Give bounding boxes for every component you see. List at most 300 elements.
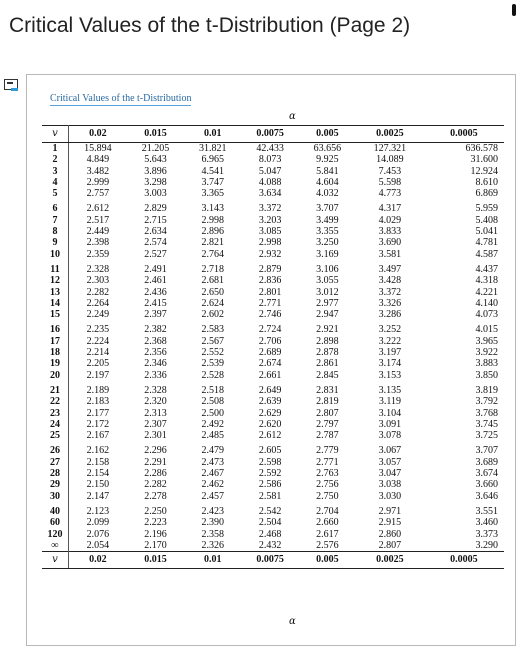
scroll-indicator[interactable]: [512, 4, 516, 16]
table-row: [42, 517, 504, 528]
value-cell: 2.223: [144, 517, 167, 529]
value-cell: 3.197: [378, 347, 402, 359]
value-cell: 3.174: [378, 358, 402, 370]
value-cell: 3.290: [475, 539, 498, 551]
value-cell: 2.197: [86, 369, 110, 381]
value-cell: 3.355: [316, 226, 339, 238]
value-cell: 2.860: [378, 528, 402, 540]
value-cell: 3.690: [378, 237, 402, 249]
value-cell: 2.999: [86, 176, 110, 188]
df-cell: 12: [42, 275, 69, 286]
value-cell: 3.078: [378, 430, 402, 442]
value-cell: 4.773: [378, 188, 402, 200]
value-cell: 2.235: [86, 324, 110, 336]
value-cell: 8.610: [475, 176, 498, 188]
table-row: [42, 491, 504, 502]
value-cell: 2.620: [258, 418, 282, 430]
value-cell: 3.660: [475, 479, 498, 491]
value-cell: 3.286: [378, 309, 402, 321]
df-header: v: [42, 126, 69, 143]
value-cell: 2.313: [144, 407, 167, 419]
df-cell: 22: [42, 396, 69, 407]
value-cell: 2.771: [258, 297, 282, 309]
value-cell: 42.433: [256, 143, 284, 154]
value-cell: 4.849: [86, 154, 110, 166]
value-cell: 3.551: [475, 505, 498, 517]
value-cell: 2.746: [258, 309, 282, 321]
value-cell: 2.660: [316, 517, 339, 529]
value-cell: 2.368: [144, 335, 167, 347]
value-cell: 3.203: [258, 214, 282, 226]
value-cell: 2.998: [201, 214, 225, 226]
value-cell: 2.172: [86, 418, 110, 430]
value-cell: 2.359: [86, 248, 110, 260]
value-cell: 3.707: [316, 203, 339, 215]
value-cell: 127.321: [373, 143, 407, 154]
value-cell: 2.807: [316, 407, 339, 419]
value-cell: 4.587: [475, 248, 498, 260]
value-cell: 2.282: [144, 479, 167, 491]
value-cell: 2.878: [316, 347, 339, 359]
df-cell: 10: [42, 249, 69, 260]
alpha-header: 0.0075: [241, 126, 298, 143]
value-cell: 3.792: [475, 396, 498, 408]
value-cell: 4.541: [201, 165, 225, 177]
value-cell: 4.029: [378, 214, 402, 226]
value-cell: 2.947: [316, 309, 339, 321]
value-cell: 3.326: [378, 297, 402, 309]
value-cell: 3.091: [378, 418, 402, 430]
value-cell: 2.264: [86, 297, 110, 309]
value-cell: 5.643: [144, 154, 167, 166]
table-row: [42, 249, 504, 260]
value-cell: 2.971: [378, 505, 402, 517]
value-cell: 3.482: [86, 165, 110, 177]
value-cell: 2.634: [144, 226, 167, 238]
value-cell: 2.724: [258, 324, 282, 336]
value-cell: 2.750: [316, 490, 339, 502]
value-cell: 2.286: [144, 468, 167, 480]
value-cell: 2.468: [258, 528, 282, 540]
image-icon[interactable]: [4, 79, 18, 91]
value-cell: 2.797: [316, 418, 339, 430]
value-cell: 2.397: [144, 309, 167, 321]
table-row: [42, 226, 504, 237]
value-cell: 2.473: [201, 456, 225, 468]
value-cell: 2.328: [144, 384, 167, 396]
value-cell: 2.346: [144, 358, 167, 370]
value-cell: 2.586: [258, 479, 282, 491]
value-cell: 2.177: [86, 407, 110, 419]
value-cell: 2.715: [144, 214, 167, 226]
value-cell: 2.189: [86, 384, 110, 396]
value-cell: 2.170: [144, 539, 167, 551]
df-cell: 13: [42, 287, 69, 298]
alpha-footer: 0.005: [299, 552, 356, 569]
value-cell: 2.356: [144, 347, 167, 359]
value-cell: 2.756: [316, 479, 339, 491]
value-cell: 2.449: [86, 226, 110, 238]
df-cell: 17: [42, 336, 69, 347]
value-cell: 2.508: [201, 396, 225, 408]
df-cell: 4: [42, 177, 69, 188]
value-cell: 3.106: [316, 263, 339, 275]
df-cell: 28: [42, 468, 69, 479]
value-cell: 2.462: [201, 479, 225, 491]
value-cell: 2.328: [86, 263, 110, 275]
value-cell: 8.073: [258, 154, 282, 166]
value-cell: 2.718: [201, 263, 225, 275]
value-cell: 2.998: [258, 237, 282, 249]
value-cell: 5.598: [378, 176, 402, 188]
alpha-label-bottom: α: [289, 616, 296, 627]
table-row: [42, 381, 504, 396]
value-cell: 2.296: [144, 445, 167, 457]
value-cell: 2.829: [144, 203, 167, 215]
df-cell: 2: [42, 154, 69, 165]
value-cell: 2.763: [316, 468, 339, 480]
value-cell: 2.605: [258, 445, 282, 457]
value-cell: 2.390: [201, 517, 225, 529]
value-cell: 2.076: [86, 528, 110, 540]
value-cell: 2.479: [201, 445, 225, 457]
table-row: [42, 320, 504, 335]
df-cell: 7: [42, 215, 69, 226]
value-cell: 2.567: [201, 335, 225, 347]
table-row: [42, 287, 504, 298]
value-cell: 31.821: [199, 143, 227, 154]
value-cell: 3.038: [378, 479, 402, 491]
table-caption: Critical Values of the t-Distribution: [50, 93, 192, 104]
value-cell: 2.861: [316, 358, 339, 370]
table-figure: [26, 74, 516, 646]
table-row: [42, 347, 504, 358]
value-cell: 3.047: [378, 468, 402, 480]
table-row: [42, 298, 504, 309]
value-cell: 2.382: [144, 324, 167, 336]
value-cell: 2.650: [201, 286, 225, 298]
value-cell: 3.153: [378, 369, 402, 381]
value-cell: 2.320: [144, 396, 167, 408]
value-cell: 4.604: [316, 176, 339, 188]
value-cell: 2.249: [86, 309, 110, 321]
table-row: [42, 441, 504, 456]
alpha-footer: 0.015: [127, 552, 184, 569]
value-cell: 2.576: [316, 539, 339, 551]
df-cell: 6: [42, 199, 69, 214]
value-cell: 5.408: [475, 214, 498, 226]
table-row: [42, 502, 504, 517]
value-cell: 2.415: [144, 297, 167, 309]
value-cell: 2.123: [86, 505, 110, 517]
value-cell: 2.099: [86, 517, 110, 529]
table-row: [42, 143, 504, 155]
value-cell: 2.583: [201, 324, 225, 336]
value-cell: 2.977: [316, 297, 339, 309]
value-cell: 3.674: [475, 468, 498, 480]
df-cell: 9: [42, 237, 69, 248]
alpha-footer: 0.0075: [241, 552, 298, 569]
value-cell: 3.085: [258, 226, 282, 238]
value-cell: 4.073: [475, 309, 498, 321]
value-cell: 12.924: [470, 165, 498, 177]
value-cell: 9.925: [316, 154, 339, 166]
table-row: [42, 419, 504, 430]
value-cell: 2.649: [258, 384, 282, 396]
df-cell: 120: [42, 529, 69, 540]
value-cell: 2.303: [86, 275, 110, 287]
value-cell: 2.205: [86, 358, 110, 370]
value-cell: 2.539: [201, 358, 225, 370]
value-cell: 2.485: [201, 430, 225, 442]
value-cell: 2.518: [201, 384, 225, 396]
value-cell: 2.398: [86, 237, 110, 249]
alpha-header: 0.005: [299, 126, 356, 143]
value-cell: 63.656: [313, 143, 342, 154]
page-title: Critical Values of the t-Distribution (Page 2): [9, 14, 411, 37]
value-cell: 3.922: [475, 347, 498, 359]
value-cell: 2.054: [86, 539, 110, 551]
df-cell: 14: [42, 298, 69, 309]
value-cell: 2.821: [201, 237, 225, 249]
table-row: [42, 457, 504, 468]
table-row: [42, 166, 504, 177]
value-cell: 2.158: [86, 456, 110, 468]
alpha-footer: 0.01: [184, 552, 241, 569]
df-cell: 15: [42, 309, 69, 320]
df-cell: 29: [42, 479, 69, 490]
value-cell: 2.162: [86, 445, 110, 457]
value-cell: 2.517: [86, 214, 110, 226]
value-cell: 3.747: [201, 176, 225, 188]
value-cell: 2.504: [258, 517, 282, 529]
value-cell: 3.965: [475, 335, 498, 347]
value-cell: 3.298: [144, 176, 167, 188]
df-cell: 16: [42, 320, 69, 335]
df-cell: 21: [42, 381, 69, 396]
value-cell: 2.423: [201, 505, 225, 517]
table-row: [42, 370, 504, 381]
header-row: [42, 126, 504, 143]
value-cell: 2.278: [144, 490, 167, 502]
value-cell: 2.307: [144, 418, 167, 430]
value-cell: 2.500: [201, 407, 225, 419]
value-cell: 4.088: [258, 176, 282, 188]
value-cell: 3.119: [378, 396, 401, 408]
value-cell: 2.592: [258, 468, 282, 480]
value-cell: 2.527: [144, 248, 167, 260]
value-cell: 2.154: [86, 468, 110, 480]
value-cell: 3.222: [378, 335, 402, 347]
value-cell: 3.135: [378, 384, 402, 396]
value-cell: 3.250: [316, 237, 339, 249]
value-cell: 2.436: [144, 286, 167, 298]
table-row: [42, 358, 504, 369]
value-cell: 2.764: [201, 248, 225, 260]
value-cell: 3.055: [316, 275, 339, 287]
table-row: [42, 396, 504, 407]
value-cell: 3.057: [378, 456, 402, 468]
alpha-header: 0.0025: [356, 126, 424, 143]
value-cell: 4.437: [475, 263, 498, 275]
value-cell: 2.706: [258, 335, 282, 347]
alpha-footer: 0.0025: [356, 552, 424, 569]
value-cell: 2.787: [316, 430, 339, 442]
df-cell: 26: [42, 441, 69, 456]
value-cell: 3.497: [378, 263, 402, 275]
alpha-header: 0.01: [184, 126, 241, 143]
value-cell: 2.898: [316, 335, 339, 347]
value-cell: 2.301: [144, 430, 167, 442]
df-cell: 8: [42, 226, 69, 237]
df-cell: 11: [42, 260, 69, 275]
value-cell: 3.833: [378, 226, 402, 238]
value-cell: 2.492: [201, 418, 225, 430]
value-cell: 2.581: [258, 490, 282, 502]
alpha-label-top: α: [289, 111, 296, 122]
value-cell: 2.915: [378, 517, 402, 529]
value-cell: 3.169: [316, 248, 339, 260]
table-row: [42, 309, 504, 320]
value-cell: 2.831: [316, 384, 339, 396]
value-cell: 3.850: [475, 369, 498, 381]
value-cell: 2.602: [201, 309, 225, 321]
value-cell: 4.781: [475, 237, 498, 249]
value-cell: 2.617: [316, 528, 339, 540]
value-cell: 3.373: [475, 528, 498, 540]
value-cell: 2.598: [258, 456, 282, 468]
value-cell: 3.745: [475, 418, 498, 430]
value-cell: 5.841: [316, 165, 339, 177]
df-cell: 20: [42, 370, 69, 381]
df-cell: 3: [42, 166, 69, 177]
value-cell: 2.681: [201, 275, 225, 287]
alpha-header: 0.0005: [424, 126, 504, 143]
value-cell: 15.894: [84, 143, 112, 154]
value-cell: 2.757: [86, 188, 110, 200]
table-row: [42, 275, 504, 286]
value-cell: 3.819: [475, 384, 498, 396]
table-row: [42, 188, 504, 199]
value-cell: 3.707: [475, 445, 498, 457]
footer-row: [42, 552, 504, 569]
value-cell: 2.552: [201, 347, 225, 359]
df-cell: 60: [42, 517, 69, 528]
table-row: [42, 199, 504, 214]
value-cell: 3.725: [475, 430, 498, 442]
value-cell: 2.612: [86, 203, 110, 215]
table-row: [42, 154, 504, 165]
value-cell: 5.041: [475, 226, 498, 238]
value-cell: 2.250: [144, 505, 167, 517]
t-distribution-table: [42, 125, 504, 569]
value-cell: 3.634: [258, 188, 282, 200]
value-cell: 2.845: [316, 369, 339, 381]
table-row: [42, 336, 504, 347]
value-cell: 3.460: [475, 517, 498, 529]
value-cell: 2.224: [86, 335, 110, 347]
value-cell: 2.624: [201, 297, 225, 309]
value-cell: 2.457: [201, 490, 225, 502]
value-cell: 5.959: [475, 203, 498, 215]
value-cell: 2.674: [258, 358, 282, 370]
value-cell: 6.965: [201, 154, 225, 166]
value-cell: 3.104: [378, 407, 402, 419]
value-cell: 2.167: [86, 430, 110, 442]
value-cell: 3.689: [475, 456, 498, 468]
value-cell: 4.032: [316, 188, 339, 200]
value-cell: 3.428: [378, 275, 402, 287]
value-cell: 2.921: [316, 324, 339, 336]
value-cell: 3.143: [201, 203, 225, 215]
value-cell: 2.528: [201, 369, 225, 381]
value-cell: 2.661: [258, 369, 282, 381]
table-row: [42, 215, 504, 226]
value-cell: 2.461: [144, 275, 167, 287]
value-cell: 2.574: [144, 237, 167, 249]
df-cell: 5: [42, 188, 69, 199]
df-cell: ∞: [42, 540, 69, 552]
table-row: [42, 479, 504, 490]
table-row: [42, 430, 504, 441]
value-cell: 2.932: [258, 248, 282, 260]
value-cell: 2.196: [144, 528, 167, 540]
df-cell: 30: [42, 491, 69, 502]
value-cell: 14.089: [376, 154, 404, 166]
value-cell: 3.252: [378, 324, 402, 336]
value-cell: 2.291: [144, 456, 167, 468]
value-cell: 4.318: [475, 275, 498, 287]
value-cell: 6.869: [475, 188, 498, 200]
value-cell: 7.453: [378, 165, 402, 177]
value-cell: 2.214: [86, 347, 110, 359]
value-cell: 3.067: [378, 445, 402, 457]
alpha-header: 0.015: [127, 126, 184, 143]
value-cell: 2.689: [258, 347, 282, 359]
alpha-header: 0.02: [69, 126, 127, 143]
value-cell: 3.030: [378, 490, 402, 502]
value-cell: 31.600: [470, 154, 498, 166]
df-footer: v: [42, 552, 69, 569]
value-cell: 2.612: [258, 430, 282, 442]
value-cell: 3.581: [378, 248, 402, 260]
value-cell: 2.467: [201, 468, 225, 480]
value-cell: 3.003: [144, 188, 167, 200]
value-cell: 3.012: [316, 286, 339, 298]
value-cell: 2.639: [258, 396, 282, 408]
value-cell: 3.372: [258, 203, 282, 215]
value-cell: 2.704: [316, 505, 339, 517]
df-cell: 18: [42, 347, 69, 358]
table-row: [42, 408, 504, 419]
value-cell: 2.801: [258, 286, 282, 298]
value-cell: 2.819: [316, 396, 339, 408]
df-cell: 27: [42, 457, 69, 468]
value-cell: 4.317: [378, 203, 402, 215]
alpha-footer: 0.02: [69, 552, 127, 569]
df-cell: 40: [42, 502, 69, 517]
value-cell: 5.047: [258, 165, 282, 177]
value-cell: 21.205: [141, 143, 170, 154]
value-cell: 2.282: [86, 286, 110, 298]
value-cell: 2.491: [144, 263, 167, 275]
df-cell: 19: [42, 358, 69, 369]
df-cell: 25: [42, 430, 69, 441]
value-cell: 2.432: [258, 539, 282, 551]
value-cell: 2.336: [144, 369, 167, 381]
value-cell: 2.183: [86, 396, 110, 408]
value-cell: 4.015: [475, 324, 498, 336]
